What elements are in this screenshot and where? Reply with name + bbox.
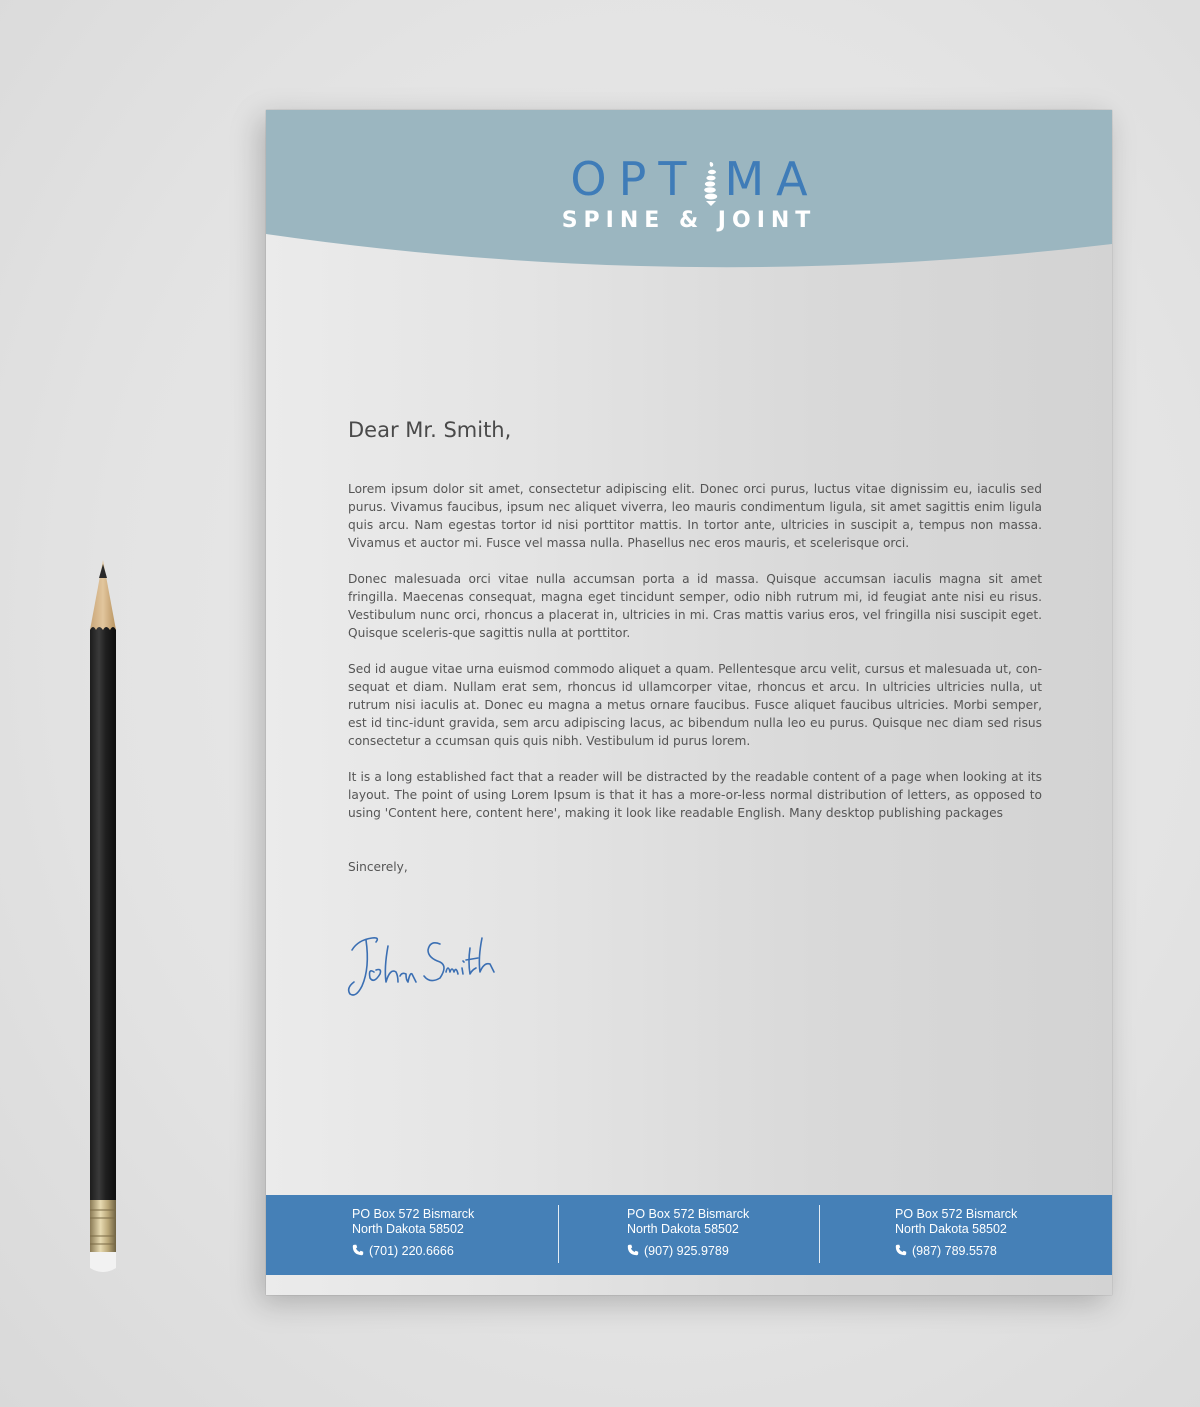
letter-closing: Sincerely,	[348, 860, 408, 874]
spine-icon	[700, 160, 722, 206]
phone-text: (701) 220.6666	[369, 1244, 454, 1258]
logo-text-right: MA	[724, 152, 820, 206]
address-line: North Dakota 58502	[352, 1222, 464, 1236]
phone-number	[895, 1244, 1017, 1259]
footer-divider	[819, 1205, 820, 1263]
contact-block	[352, 1207, 474, 1259]
contact-block	[895, 1207, 1017, 1259]
handwritten-signature	[344, 928, 504, 1004]
logo-text-left: OPT	[570, 152, 699, 206]
phone-text: (987) 789.5578	[912, 1244, 997, 1258]
footer-divider	[558, 1205, 559, 1263]
phone-icon	[627, 1244, 639, 1256]
letter-paragraph: Donec malesuada orci vitae nulla accumsan porta a id massa. Quisque accumsan iaculis magna sit amet fringilla. Maecenas consequat, magna eget tincidunt semper, odio nibh rutrum mi, id feugiat ante nisi eu risus. Vestibulum nunc orci, rhoncus a placerat in, ultricies in mi. Cras mattis varius eros, vel fringilla nisi suscipit eget. Quisque sceleris-que sagittis nulla at porttitor.	[348, 572, 1042, 640]
address-line: PO Box 572 Bismarck	[627, 1207, 750, 1221]
address-line: PO Box 572 Bismarck	[352, 1207, 475, 1221]
letter-paragraph: Sed id augue vitae urna euismod commodo aliquet a quam. Pellentesque arcu velit, cursus et malesuada ut, con-sequat et diam. Nullam erat sem, rhoncus id ullamcorper vitae, rhoncus et arcu. In ultricies ultricies nulla, ut rutrum nisi iaculis at. Donec eu magna a metus ornare faucibus. Fusce aliquet faucibus ultricies. Morbi semper, est id tinc-idunt gravida, sem arcu adipiscing lacus, ac bibendum nulla leo eu purus. Quisque nec diam sed risus consectetur a ccumsan quis quis nibh. Vestibulum id purus lorem.	[348, 662, 1042, 748]
logo-wordmark	[278, 154, 1112, 206]
phone-icon	[895, 1244, 907, 1256]
letterhead-page	[266, 110, 1112, 1295]
phone-icon	[352, 1244, 364, 1256]
footer-contact-bar	[266, 1195, 1112, 1275]
phone-text: (907) 925.9789	[644, 1244, 729, 1258]
letter-body	[348, 480, 1042, 840]
company-logo	[266, 154, 1112, 234]
letter-paragraph: It is a long established fact that a reader will be distracted by the readable content of a page when looking at its layout. The point of using Lorem Ipsum is that it has a more-or-less normal distribution of letters, as opposed to using 'Content here, content here', making it look like readable English. Many desktop publishing packages	[348, 770, 1042, 820]
logo-tagline: SPINE & JOINT	[561, 207, 817, 233]
phone-number	[352, 1244, 474, 1259]
address-line: North Dakota 58502	[895, 1222, 1007, 1236]
address-line: PO Box 572 Bismarck	[895, 1207, 1018, 1221]
address-line: North Dakota 58502	[627, 1222, 739, 1236]
letter-greeting: Dear Mr. Smith,	[348, 418, 512, 442]
pencil-image	[84, 560, 122, 1276]
letter-paragraph: Lorem ipsum dolor sit amet, consectetur adipiscing elit. Donec orci purus, luctus vitae dignissim eu, iaculis sed purus. Vivamus faucibus, ipsum nec aliquet viverra, leo mauris condimentum ligula, sit amet sagittis enim ligula quis arcu. Nam egestas tortor id nisi porttitor mattis. In tortor ante, ultricies in suscipit a, tempus non massa. Vivamus et auctor mi. Fusce vel massa nulla. Phasellus nec eros mauris, et scelerisque orci.	[348, 482, 1042, 550]
contact-block	[627, 1207, 749, 1259]
phone-number	[627, 1244, 749, 1259]
